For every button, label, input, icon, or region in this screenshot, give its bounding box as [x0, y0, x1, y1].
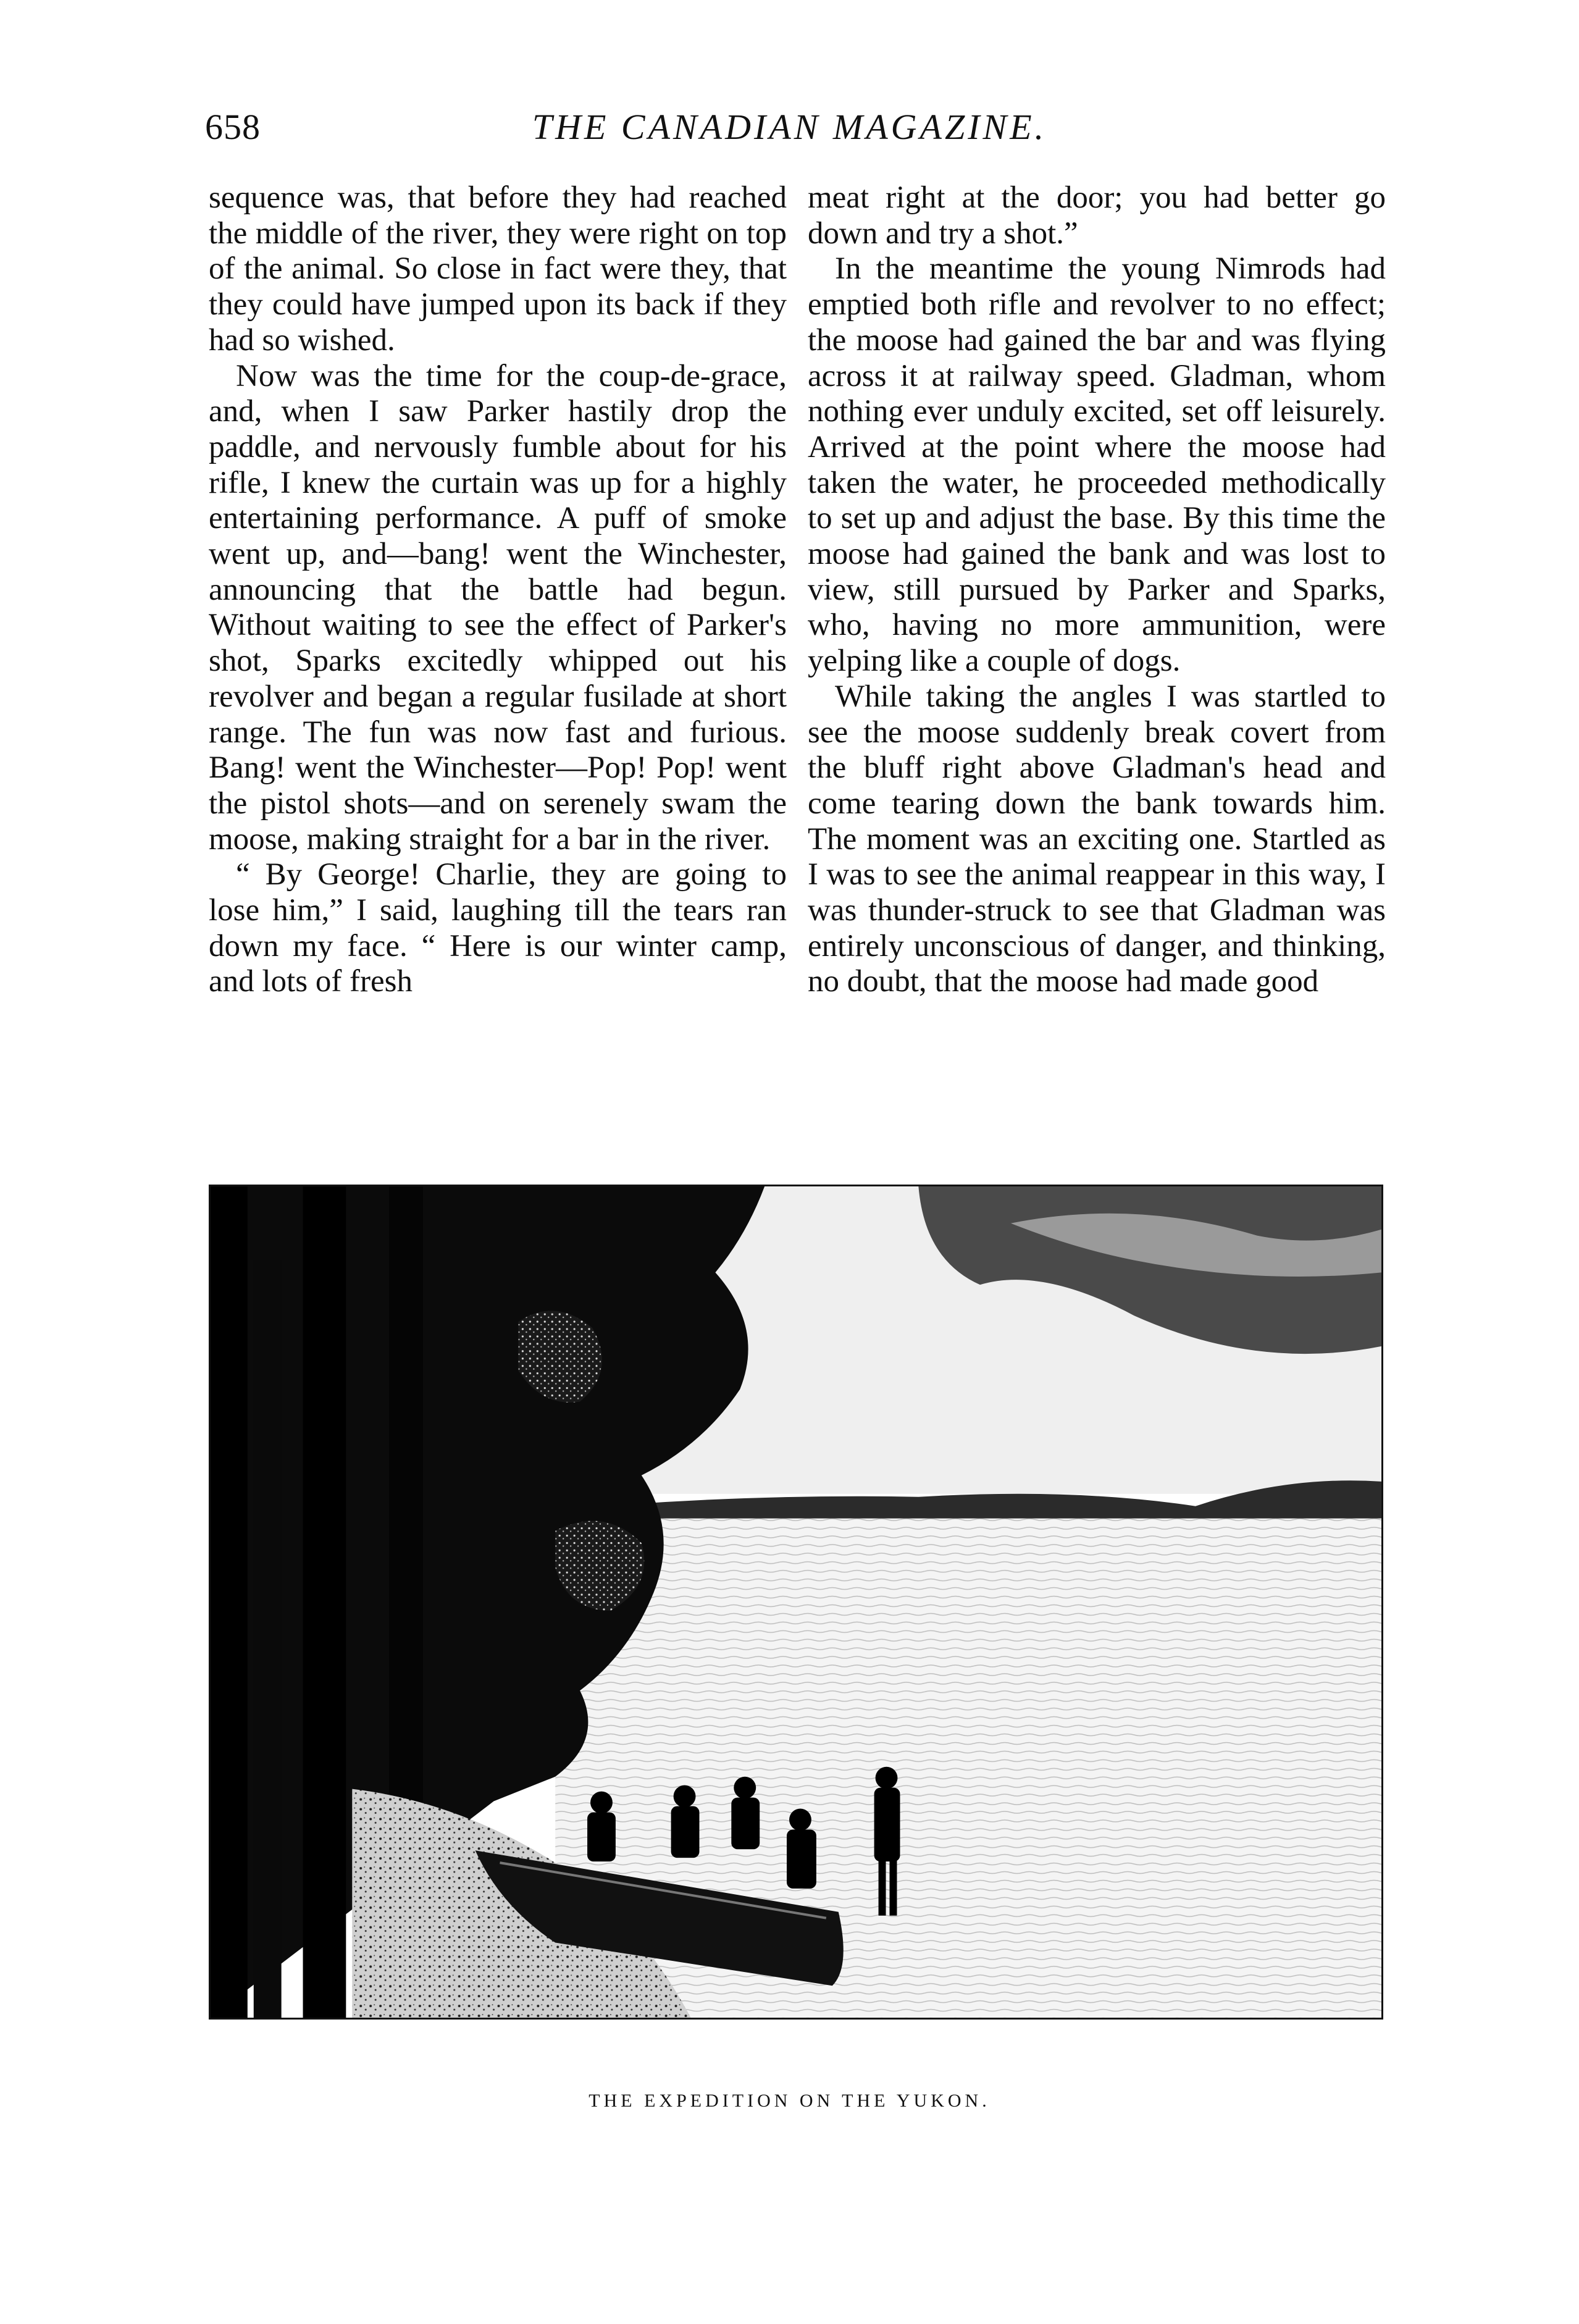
photograph-yukon-expedition	[209, 1185, 1383, 2020]
tree-trunk	[303, 1186, 346, 2018]
figure-caption: THE EXPEDITION ON THE YUKON.	[588, 2091, 991, 2111]
right-text-column	[808, 180, 1386, 1000]
left-text-column	[209, 180, 787, 1000]
paragraph: In the meantime the young Nimrods had emptied both rifle and revolver to no effect; the moose had gained the bar and was flying across it at railway speed. Gladman, whom nothing ever unduly excited, set off leisurely. Arrived at the point where the moose had taken the water, he proceeded methodically to set up and adjust the base. By this time the moose had gained the bank and was lost to view, still pursued by Parker and Sparks, who, having no more ammunition, were yelping like a couple of dogs.	[808, 251, 1386, 679]
paragraph: “ By George! Charlie, they are going to lose him,” I said, laughing till the tears ran down my face. “ Here is our winter camp, and lots of fresh	[209, 857, 787, 999]
paragraph: sequence was, that before they had reached the middle of the river, they were right on top of the animal. So close in fact were they, that they could have jumped upon its back if they had so wished.	[209, 180, 787, 358]
paragraph: Now was the time for the coup-de-grace, and, when I saw Parker hastily drop the paddle, and nervously fumble about for his rifle, I knew the curtain was up for a highly entertaining performance. A puff of smoke went up, and—bang! went the Winchester, announcing that the battle had begun. Without waiting to see the effect of Parker's shot, Sparks excitedly whipped out his revolver and began a regular fusilade at short range. The fun was now fast and furious. Bang! went the Winchester—Pop! Pop! went the pistol shots—and on serenely swam the moose, making straight for a bar in the river.	[209, 358, 787, 857]
running-title: THE CANADIAN MAGAZINE.	[532, 107, 1047, 147]
paragraph: meat right at the door; you had better go down and try a shot.”	[808, 180, 1386, 251]
page-number: 658	[205, 107, 261, 147]
photo-illustration	[211, 1186, 1381, 2018]
paragraph: While taking the angles I was startled to see the moose suddenly break covert from the bluff right above Gladman's head and come tearing down the bank towards him. The moment was an exciting one. Startled as I was to see the animal reappear in this way, I was thunder-struck to see that Gladman was entirely unconscious of danger, and thinking, no doubt, that the moose had made good	[808, 679, 1386, 999]
